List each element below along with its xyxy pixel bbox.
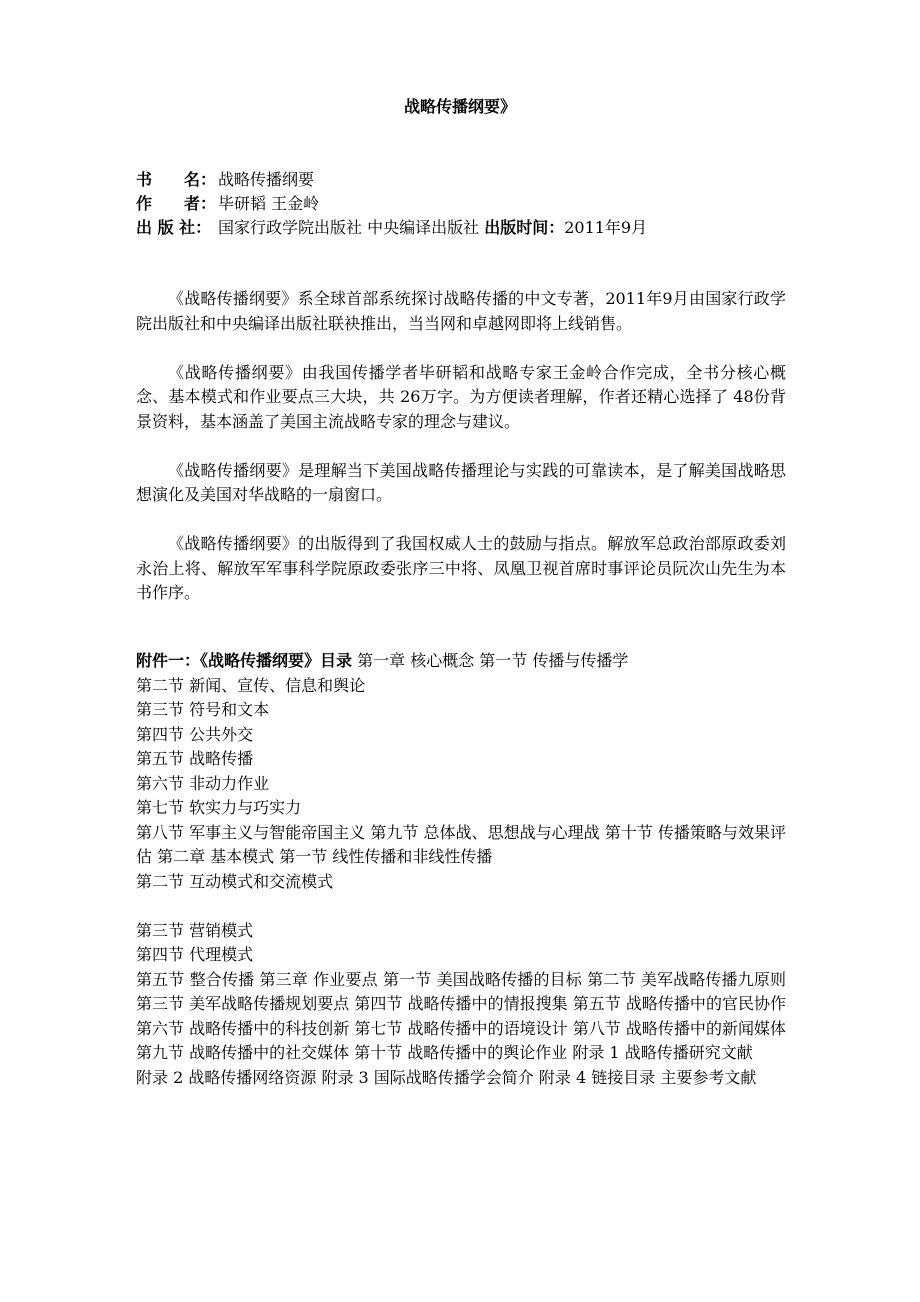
toc-line: 第五节 战略传播: [136, 749, 254, 768]
toc-line: 第二节 新闻、宣传、信息和舆论: [136, 675, 366, 695]
toc-line: 第四节 代理模式: [136, 945, 254, 964]
book-name-value: 战略传播纲要: [218, 170, 315, 189]
book-name-row: [136, 168, 796, 192]
toc-line: 附录 2 战略传播网络资源 附录 3 国际战略传播学会简介 附录 4 链接目录 主要参考文献: [136, 1067, 757, 1087]
toc-line: 第七节 软实力与巧实力: [136, 798, 302, 817]
paragraph: 《战略传播纲要》是理解当下美国战略传播理论与实践的可靠读本，是了解美国战略思想演化及美国对华战略的一扇窗口。: [136, 460, 786, 504]
toc-line: 第六节 非动力作业: [136, 773, 270, 793]
publisher-value: 国家行政学院出版社 中央编译出版社: [218, 218, 485, 237]
publish-date-label: 出版时间：: [484, 218, 565, 237]
toc-heading: 附件一：《战略传播纲要》目录: [136, 651, 353, 670]
toc-line: 第八节 军事主义与智能帝国主义 第九节 总体战、思想战与心理战 第十节 传播策略与效果评估 第二章 基本模式 第一节 线性传播和非线性传播: [136, 822, 786, 866]
paragraph: 《战略传播纲要》系全球首部系统探讨战略传播的中文专著，2011年9月由国家行政学院出版社和中央编译出版社联袂推出，当当网和卓越网即将上线销售。: [136, 289, 786, 333]
toc-line: 第五节 整合传播 第三章 作业要点 第一节 美国战略传播的目标 第二节 美军战略传播九原则 第三节 美军战略传播规划要点 第四节 战略传播中的情报搜集 第五节 战略传播中的官民协作 第六节 战略传播中的科技创新 第七节 战略传播中的语境设计 第八节 战略传播中的新闻媒体 第九节 战略传播中的社交媒体 第十节 战略传播中的舆论作业 附录 1 战略传播研究文献: [136, 969, 786, 1062]
toc-line: 第三节 符号和文本: [136, 700, 270, 719]
book-metadata: [136, 168, 796, 240]
toc-line: 第二节 互动模式和交流模式: [136, 871, 334, 891]
toc-line: 第四节 公共外交: [136, 724, 254, 744]
document-title: 战略传播纲要》: [403, 97, 516, 116]
toc-spacer: [136, 894, 786, 919]
publish-date-value: 2011年9月: [564, 218, 648, 237]
author-value: 毕研韬 王金岭: [218, 194, 320, 213]
paragraph: 《战略传播纲要》由我国传播学者毕研韬和战略专家王金岭合作完成，全书分核心概念、基本模式和作业要点三大块，共 26万字。为方便读者理解，作者还精心选择了 48份背景资料，基本涵盖了美国主流战略专家的理念与建议。: [136, 362, 786, 431]
toc-line: 第三节 营销模式: [136, 920, 254, 940]
table-of-contents: [136, 649, 786, 1090]
author-row: [136, 192, 796, 216]
toc-first-line: [136, 649, 786, 674]
paragraph: 《战略传播纲要》的出版得到了我国权威人士的鼓励与指点。解放军总政治部原政委刘永治上将、解放军军事科学院原政委张序三中将、凤凰卫视首席时事评论员阮次山先生为本书作序。: [136, 534, 786, 602]
author-label: 作 者：: [136, 194, 217, 213]
introduction-text: [136, 287, 786, 630]
book-name-label: 书 名：: [136, 170, 217, 189]
publisher-row: [136, 216, 796, 240]
toc-first-line-text: 第一章 核心概念 第一节 传播与传播学: [352, 651, 629, 670]
publisher-label: 出 版 社：: [136, 218, 212, 237]
